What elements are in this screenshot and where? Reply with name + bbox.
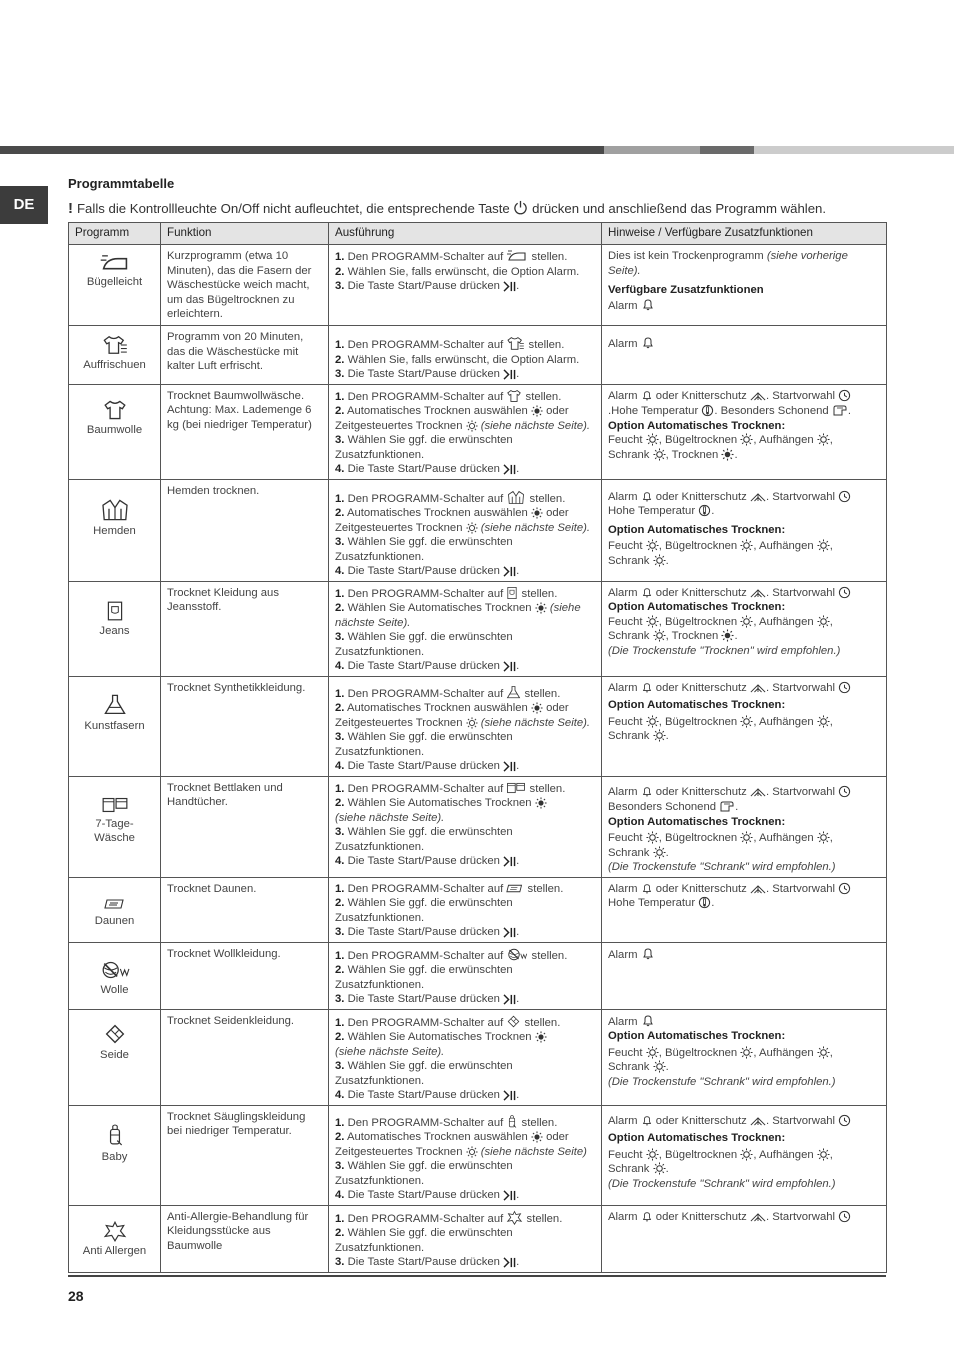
function-cell: Hemden trocknen.	[161, 479, 329, 581]
high-temp-icon	[701, 404, 714, 417]
program-name: Wolle	[100, 983, 129, 996]
timed-dry-icon	[466, 1146, 478, 1158]
alarm-icon	[641, 947, 655, 961]
auto-dry-icon	[535, 602, 547, 614]
high-temp-icon	[698, 896, 711, 909]
program-name: Baumwolle	[86, 423, 143, 436]
delay-start-icon	[838, 1210, 851, 1223]
function-cell: Trocknet Bettlaken und Handtücher.	[161, 776, 329, 877]
table-row	[69, 1205, 887, 1272]
program-cell	[69, 942, 161, 1009]
start-pause-icon	[503, 927, 516, 938]
notes-cell: Alarm Option Automatisches Trocknen: Feucht , Bügeltrocknen , Aufhängen , Schrank . (Die Trockenstufe "Schrank" wird empfohlen.)	[602, 1009, 887, 1105]
program-name: Auffrischuen	[83, 359, 146, 371]
steps-cell: 1. Den PROGRAMM-Schalter auf stellen. 2. Wählen Sie Automatisches Trocknen (siehe nächste Seite). 3. Wählen Sie ggf. die erwünschten Zusatzfunktionen. 4. Die Taste Start/Pause drücken .	[329, 776, 602, 877]
baby-bottle-icon	[105, 1122, 125, 1148]
notes-cell: Alarm oder Knitterschutz . Startvorwahl Hohe Temperatur . Option Automatisches Trocknen: Feucht , Bügeltrocknen , Aufhängen , Schrank .	[602, 479, 887, 581]
steps-cell: 1. Den PROGRAMM-Schalter auf stellen. 2. Automatisches Trocknen auswählen oder Zeitgesteuertes Trocknen (siehe nächste Seite). 3. Wählen Sie ggf. die erwünschten Zusatzfunktionen. 4. Die Taste Start/Pause drücken .	[329, 384, 602, 479]
hang-dry-icon	[817, 715, 830, 728]
wool-icon	[100, 959, 130, 981]
table-row	[69, 581, 887, 676]
timed-dry-icon	[466, 717, 478, 729]
auto-dry-icon	[531, 1131, 543, 1143]
warning-mark: !	[68, 200, 73, 217]
anti-allergen-icon	[506, 1210, 523, 1225]
table-row	[69, 942, 887, 1009]
auto-dry-icon	[531, 507, 543, 519]
function-cell: Trocknet Seidenkleidung.	[161, 1009, 329, 1105]
top-color-bar	[0, 146, 954, 154]
function-cell: Kurzprogramm (etwa 10 Minuten), das die Fasern der Wäschestücke weich macht, um das Bügeltrocknen zu erleichtern.	[161, 245, 329, 326]
col-header-programm: Programm	[69, 223, 161, 245]
function-cell: Anti-Allergie-Behandlung für Kleidungsstücke aus Baumwolle	[161, 1205, 329, 1272]
notes-cell: Alarm oder Knitterschutz . Startvorwahl Option Automatisches Trocknen: Feucht , Bügeltrocknen , Aufhängen , Schrank , Trocknen . (Die Trockenstufe "Trocknen" wird empfohlen.)	[602, 581, 887, 676]
cupboard-dry-icon	[653, 1162, 666, 1175]
start-pause-icon	[503, 464, 516, 475]
notice-text-before: Falls die Kontrollleuchte On/Off nicht aufleuchtet, die entsprechende Taste	[77, 201, 510, 216]
start-pause-icon	[503, 994, 516, 1005]
cupboard-dry-icon	[653, 729, 666, 742]
alarm-icon	[641, 1115, 653, 1127]
notes-cell: Alarm oder Knitterschutz . Startvorwahl Option Automatisches Trocknen: Feucht , Bügeltrocknen , Aufhängen , Schrank . (Die Trockenstufe "Schrank" wird empfohlen.)	[602, 1105, 887, 1205]
seven-day-icon	[506, 781, 526, 795]
program-name: Bügelleicht	[86, 276, 143, 288]
alarm-icon	[641, 682, 653, 694]
page-number: 28	[68, 1288, 84, 1304]
col-header-hinweise: Hinweise / Verfügbare Zusatzfunktionen	[602, 223, 887, 245]
notes-cell: Dies ist kein Trockenprogramm (siehe vorherige Seite). Verfügbare Zusatzfunktionen Alarm	[602, 245, 887, 326]
program-cell	[69, 1105, 161, 1205]
crease-guard-icon	[750, 884, 766, 895]
anti-allergen-icon	[103, 1220, 127, 1242]
page-title: Programmtabelle	[68, 176, 175, 191]
delay-start-icon	[838, 882, 851, 895]
hang-dry-icon	[817, 1046, 830, 1059]
seven-day-icon	[101, 795, 129, 815]
crease-guard-icon	[750, 1116, 766, 1127]
hang-dry-icon	[817, 831, 830, 844]
function-cell: Trocknet Wollkleidung.	[161, 942, 329, 1009]
steps-cell: 1. Den PROGRAMM-Schalter auf stellen. 2. Automatisches Trocknen auswählen oder Zeitgesteuertes Trocknen (siehe nächste Seite). 3. Wählen Sie ggf. die erwünschten Zusatzfunktionen. 4. Die Taste Start/Pause drücken .	[329, 676, 602, 776]
notes-cell: Alarm oder Knitterschutz . Startvorwahl .Hohe Temperatur . Besonders Schonend . Option Automatisches Trocknen: Feucht , Bügeltrocknen , Aufhängen , Schrank , Trocknen .	[602, 384, 887, 479]
hang-dry-icon	[817, 433, 830, 446]
notes-cell: Alarm	[602, 942, 887, 1009]
col-header-funktion: Funktion	[161, 223, 329, 245]
footer-rule	[68, 1275, 886, 1277]
iron-dry-icon	[740, 1148, 753, 1161]
baby-bottle-icon	[506, 1114, 518, 1129]
notice	[68, 200, 826, 217]
full-dry-icon	[721, 629, 734, 642]
high-temp-icon	[698, 504, 711, 517]
program-name: Hemden	[93, 524, 136, 537]
steps-cell: 1. Den PROGRAMM-Schalter auf stellen. 2. Wählen Sie Automatisches Trocknen (siehe nächste Seite). 3. Wählen Sie ggf. die erwünschten Zusatzfunktionen. 4. Die Taste Start/Pause drücken .	[329, 1009, 602, 1105]
gentle-icon	[719, 799, 735, 813]
damp-icon	[646, 615, 659, 628]
alarm-icon	[641, 1014, 655, 1028]
cupboard-dry-icon	[653, 1060, 666, 1073]
table-row	[69, 877, 887, 942]
auto-dry-icon	[531, 702, 543, 714]
alarm-icon	[641, 1211, 653, 1223]
iron-icon	[100, 253, 130, 273]
table-row	[69, 776, 887, 877]
iron-dry-icon	[740, 433, 753, 446]
function-cell: Trocknet Kleidung aus Jeansstoff.	[161, 581, 329, 676]
silk-icon	[103, 1022, 127, 1046]
steps-cell: 1. Den PROGRAMM-Schalter auf stellen. 2. Automatisches Trocknen auswählen oder Zeitgesteuertes Trocknen (siehe nächste Seite). 3. Wählen Sie ggf. die erwünschten Zusatzfunktionen. 4. Die Taste Start/Pause drücken .	[329, 479, 602, 581]
wool-icon	[506, 947, 528, 962]
program-name: 7-Tage-	[95, 817, 134, 830]
table-row	[69, 676, 887, 776]
alarm-icon	[641, 336, 655, 350]
program-cell	[69, 1009, 161, 1105]
start-pause-icon	[503, 1090, 516, 1101]
steps-cell: 1. Den PROGRAMM-Schalter auf stellen. 2. Wählen Sie ggf. die erwünschten Zusatzfunktionen. 3. Die Taste Start/Pause drücken .	[329, 1205, 602, 1272]
iron-dry-icon	[740, 615, 753, 628]
delay-start-icon	[838, 586, 851, 599]
cotton-shirt-icon	[506, 389, 522, 403]
start-pause-icon	[503, 661, 516, 672]
table-row	[69, 479, 887, 581]
alarm-icon	[641, 298, 655, 312]
program-name: Jeans	[99, 624, 130, 637]
cupboard-dry-icon	[653, 448, 666, 461]
notes-cell: Alarm oder Knitterschutz . Startvorwahl Besonders Schonend . Option Automatisches Trocknen: Feucht , Bügeltrocknen , Aufhängen , Schrank . (Die Trockenstufe "Schrank" wird empfohlen.)	[602, 776, 887, 877]
cupboard-dry-icon	[653, 846, 666, 859]
start-pause-icon	[503, 566, 516, 577]
steps-cell: 1. Den PROGRAMM-Schalter auf stellen. 2. Wählen Sie, falls erwünscht, die Option Alarm. 3. Die Taste Start/Pause drücken .	[329, 245, 602, 326]
function-cell: Trocknet Baumwollwäsche. Achtung: Max. Lademenge 6 kg (bei niedriger Temperatur)	[161, 384, 329, 479]
iron-dry-icon	[740, 715, 753, 728]
start-pause-icon	[503, 1190, 516, 1201]
down-icon	[506, 882, 524, 895]
program-name: Anti Allergen	[82, 1244, 147, 1257]
crease-guard-icon	[750, 588, 766, 599]
steps-cell: 1. Den PROGRAMM-Schalter auf stellen. 2. Automatisches Trocknen auswählen oder Zeitgesteuertes Trocknen (siehe nächste Seite) 3. Wählen Sie ggf. die erwünschten Zusatzfunktionen. 4. Die Taste Start/Pause drücken .	[329, 1105, 602, 1205]
damp-icon	[646, 539, 659, 552]
iron-icon	[506, 249, 528, 263]
program-cell	[69, 877, 161, 942]
notes-cell: Alarm oder Knitterschutz . Startvorwahl Hohe Temperatur .	[602, 877, 887, 942]
alarm-icon	[641, 491, 653, 503]
function-cell: Programm von 20 Minuten, das die Wäschestücke mit kalter Luft erfrischt.	[161, 326, 329, 385]
language-tab: DE	[0, 186, 48, 224]
crease-guard-icon	[750, 1212, 766, 1223]
program-cell	[69, 384, 161, 479]
program-cell	[69, 581, 161, 676]
program-cell	[69, 245, 161, 326]
program-name: Wäsche	[94, 832, 135, 844]
down-icon	[103, 896, 127, 912]
table-row	[69, 326, 887, 385]
delay-start-icon	[838, 1114, 851, 1127]
timed-dry-icon	[466, 420, 478, 432]
auto-dry-icon	[535, 797, 547, 809]
notes-cell: Alarm oder Knitterschutz . Startvorwahl Option Automatisches Trocknen: Feucht , Bügeltrocknen , Aufhängen , Schrank .	[602, 676, 887, 776]
col-header-ausfuehrung: Ausführung	[329, 223, 602, 245]
shirts-icon	[100, 498, 130, 522]
iron-dry-icon	[740, 1046, 753, 1059]
hang-dry-icon	[817, 1148, 830, 1161]
program-cell	[69, 776, 161, 877]
timed-dry-icon	[466, 522, 478, 534]
table-row	[69, 245, 887, 326]
damp-icon	[646, 831, 659, 844]
steps-cell: 1. Den PROGRAMM-Schalter auf stellen. 2. Wählen Sie Automatisches Trocknen (siehe nächste Seite). 3. Wählen Sie ggf. die erwünschten Zusatzfunktionen. 4. Die Taste Start/Pause drücken .	[329, 581, 602, 676]
auto-dry-icon	[535, 1031, 547, 1043]
auto-dry-icon	[531, 405, 543, 417]
hang-dry-icon	[817, 615, 830, 628]
steps-cell: 1. Den PROGRAMM-Schalter auf stellen. 2. Wählen Sie, falls erwünscht, die Option Alarm. 3. Die Taste Start/Pause drücken .	[329, 326, 602, 385]
notes-cell: Alarm	[602, 326, 887, 385]
iron-dry-icon	[740, 831, 753, 844]
alarm-icon	[641, 587, 653, 599]
program-table	[68, 222, 887, 1273]
program-name: Seide	[100, 1048, 129, 1061]
program-cell	[69, 479, 161, 581]
jeans-icon	[105, 600, 125, 622]
program-cell	[69, 326, 161, 385]
notes-cell: Alarm oder Knitterschutz . Startvorwahl	[602, 1205, 887, 1272]
program-cell	[69, 676, 161, 776]
start-pause-icon	[503, 1257, 516, 1268]
refresh-shirt-icon	[506, 336, 525, 351]
iron-dry-icon	[740, 539, 753, 552]
start-pause-icon	[503, 856, 516, 867]
notice-text-after: drücken und anschließend das Programm wählen.	[532, 201, 827, 216]
full-dry-icon	[721, 448, 734, 461]
start-pause-icon	[503, 369, 516, 380]
table-header-row	[69, 223, 887, 245]
table-row	[69, 384, 887, 479]
alarm-icon	[641, 390, 653, 402]
cupboard-dry-icon	[653, 554, 666, 567]
cotton-shirt-icon	[102, 399, 128, 421]
synthetics-icon	[103, 693, 127, 717]
table-row	[69, 1105, 887, 1205]
alarm-icon	[641, 786, 653, 798]
program-cell	[69, 1205, 161, 1272]
function-cell: Trocknet Synthetikkleidung.	[161, 676, 329, 776]
delay-start-icon	[838, 785, 851, 798]
program-name: Daunen	[94, 914, 135, 927]
damp-icon	[646, 1046, 659, 1059]
crease-guard-icon	[750, 683, 766, 694]
crease-guard-icon	[750, 391, 766, 402]
start-pause-icon	[503, 281, 516, 292]
damp-icon	[646, 1148, 659, 1161]
power-icon	[513, 200, 528, 215]
delay-start-icon	[838, 490, 851, 503]
steps-cell: 1. Den PROGRAMM-Schalter auf stellen. 2. Wählen Sie ggf. die erwünschten Zusatzfunktionen. 3. Die Taste Start/Pause drücken .	[329, 942, 602, 1009]
function-cell: Trocknet Säuglingskleidung bei niedriger Temperatur.	[161, 1105, 329, 1205]
delay-start-icon	[838, 389, 851, 402]
table-row	[69, 1009, 887, 1105]
cupboard-dry-icon	[653, 629, 666, 642]
steps-cell: 1. Den PROGRAMM-Schalter auf stellen. 2. Wählen Sie ggf. die erwünschten Zusatzfunktionen. 3. Die Taste Start/Pause drücken .	[329, 877, 602, 942]
function-cell: Trocknet Daunen.	[161, 877, 329, 942]
silk-icon	[506, 1014, 521, 1029]
damp-icon	[646, 433, 659, 446]
shirts-icon	[506, 490, 526, 505]
synthetics-icon	[506, 685, 521, 700]
hang-dry-icon	[817, 539, 830, 552]
crease-guard-icon	[750, 787, 766, 798]
damp-icon	[646, 715, 659, 728]
delay-start-icon	[838, 681, 851, 694]
gentle-icon	[832, 403, 848, 417]
refresh-shirt-icon	[102, 334, 128, 356]
program-name: Baby	[101, 1150, 128, 1163]
crease-guard-icon	[750, 492, 766, 503]
start-pause-icon	[503, 761, 516, 772]
program-name: Kunstfasern	[84, 719, 145, 732]
alarm-icon	[641, 883, 653, 895]
jeans-icon	[506, 586, 518, 600]
